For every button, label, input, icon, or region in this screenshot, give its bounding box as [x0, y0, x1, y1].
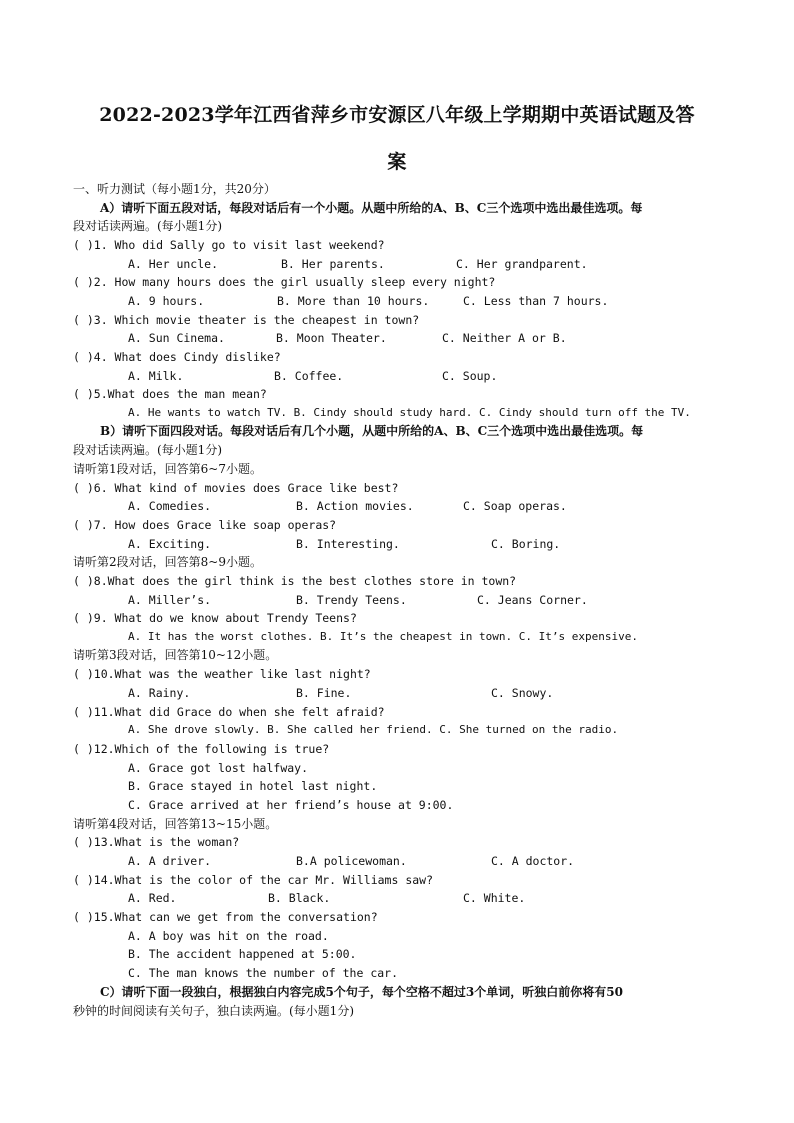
options-11: A. She drove slowly. B. She called her friend. C. She turned on the radio.	[128, 723, 619, 736]
option-13b: B.A policewoman.	[296, 854, 407, 868]
question-2: ( )2. How many hours does the girl usually sleep every night?	[73, 275, 496, 289]
segment-1-heading: 请听第1段对话，回答第6~7小题。	[73, 462, 262, 476]
part-c-instruction: C）请听下面一段独白，根据独白内容完成5个句子，每个空格不超过3个单词，听独白前你将有50	[100, 985, 623, 999]
option-1c: C. Her grandparent.	[456, 257, 588, 271]
section-heading: 一、听力测试（每小题1分，共20分）	[73, 182, 276, 196]
segment-2-heading: 请听第2段对话，回答第8~9小题。	[73, 555, 262, 569]
option-12b: B. Grace stayed in hotel last night.	[128, 779, 378, 793]
option-8c: C. Jeans Corner.	[477, 593, 588, 607]
question-11: ( )11.What did Grace do when she felt afraid?	[73, 705, 385, 719]
question-13: ( )13.What is the woman?	[73, 835, 240, 849]
question-9: ( )9. What do we know about Trendy Teens?	[73, 611, 357, 625]
option-6a: A. Comedies.	[128, 499, 212, 513]
question-15: ( )15.What can we get from the conversation?	[73, 910, 378, 924]
option-3a: A. Sun Cinema.	[128, 331, 225, 345]
option-8b: B. Trendy Teens.	[296, 593, 407, 607]
segment-4-heading: 请听第4段对话，回答第13~15小题。	[73, 817, 278, 831]
part-a-instruction: A）请听下面五段对话，每段对话后有一个小题。从题中所给的A、B、C三个选项中选出最佳选项。每	[100, 201, 643, 215]
page-title-cont: 案	[387, 151, 407, 173]
question-7: ( )7. How does Grace like soap operas?	[73, 518, 337, 532]
part-b-instruction-cont: 段对话读两遍。(每小题1分)	[73, 443, 222, 457]
options-9: A. It has the worst clothes. B. It’s the cheapest in town. C. It’s expensive.	[128, 630, 638, 643]
option-4a: A. Milk.	[128, 369, 184, 383]
option-14c: C. White.	[463, 891, 526, 905]
option-10c: C. Snowy.	[491, 686, 554, 700]
options-5: A. He wants to watch TV. B. Cindy should study hard. C. Cindy should turn off the TV.	[128, 406, 691, 419]
option-3b: B. Moon Theater.	[276, 331, 387, 345]
option-4c: C. Soup.	[442, 369, 498, 383]
option-10b: B. Fine.	[296, 686, 352, 700]
page-title: 2022-2023学年江西省萍乡市安源区八年级上学期期中英语试题及答	[99, 104, 695, 126]
question-10: ( )10.What was the weather like last night?	[73, 667, 371, 681]
question-3: ( )3. Which movie theater is the cheapest in town?	[73, 313, 420, 327]
option-14a: A. Red.	[128, 891, 177, 905]
option-6b: B. Action movies.	[296, 499, 414, 513]
option-13a: A. A driver.	[128, 854, 212, 868]
question-12: ( )12.Which of the following is true?	[73, 742, 330, 756]
option-1b: B. Her parents.	[281, 257, 385, 271]
question-6: ( )6. What kind of movies does Grace like best?	[73, 481, 399, 495]
segment-3-heading: 请听第3段对话，回答第10~12小题。	[73, 648, 278, 662]
question-14: ( )14.What is the color of the car Mr. Williams saw?	[73, 873, 434, 887]
option-14b: B. Black.	[268, 891, 331, 905]
question-8: ( )8.What does the girl think is the best clothes store in town?	[73, 574, 517, 588]
part-c-instruction-cont: 秒钟的时间阅读有关句子，独白读两遍。(每小题1分)	[73, 1004, 355, 1018]
option-2a: A. 9 hours.	[128, 294, 205, 308]
part-b-instruction: B）请听下面四段对话。每段对话后有几个小题，从题中所给的A、B、C三个选项中选出最佳选项。每	[100, 424, 644, 438]
option-7b: B. Interesting.	[296, 537, 400, 551]
option-6c: C. Soap operas.	[463, 499, 567, 513]
part-a-instruction-cont: 段对话读两遍。(每小题1分)	[73, 219, 222, 233]
option-15b: B. The accident happened at 5:00.	[128, 947, 357, 961]
option-12c: C. Grace arrived at her friend’s house at 9:00.	[128, 798, 454, 812]
option-15a: A. A boy was hit on the road.	[128, 929, 329, 943]
option-13c: C. A doctor.	[491, 854, 575, 868]
option-8a: A. Miller’s.	[128, 593, 212, 607]
option-7a: A. Exciting.	[128, 537, 212, 551]
option-15c: C. The man knows the number of the car.	[128, 966, 399, 980]
option-10a: A. Rainy.	[128, 686, 191, 700]
option-1a: A. Her uncle.	[128, 257, 219, 271]
question-4: ( )4. What does Cindy dislike?	[73, 350, 281, 364]
option-2c: C. Less than 7 hours.	[463, 294, 609, 308]
option-7c: C. Boring.	[491, 537, 561, 551]
question-5: ( )5.What does the man mean?	[73, 387, 267, 401]
question-1: ( )1. Who did Sally go to visit last weekend?	[73, 238, 385, 252]
option-2b: B. More than 10 hours.	[277, 294, 430, 308]
option-4b: B. Coffee.	[274, 369, 344, 383]
option-3c: C. Neither A or B.	[442, 331, 567, 345]
option-12a: A. Grace got lost halfway.	[128, 761, 309, 775]
